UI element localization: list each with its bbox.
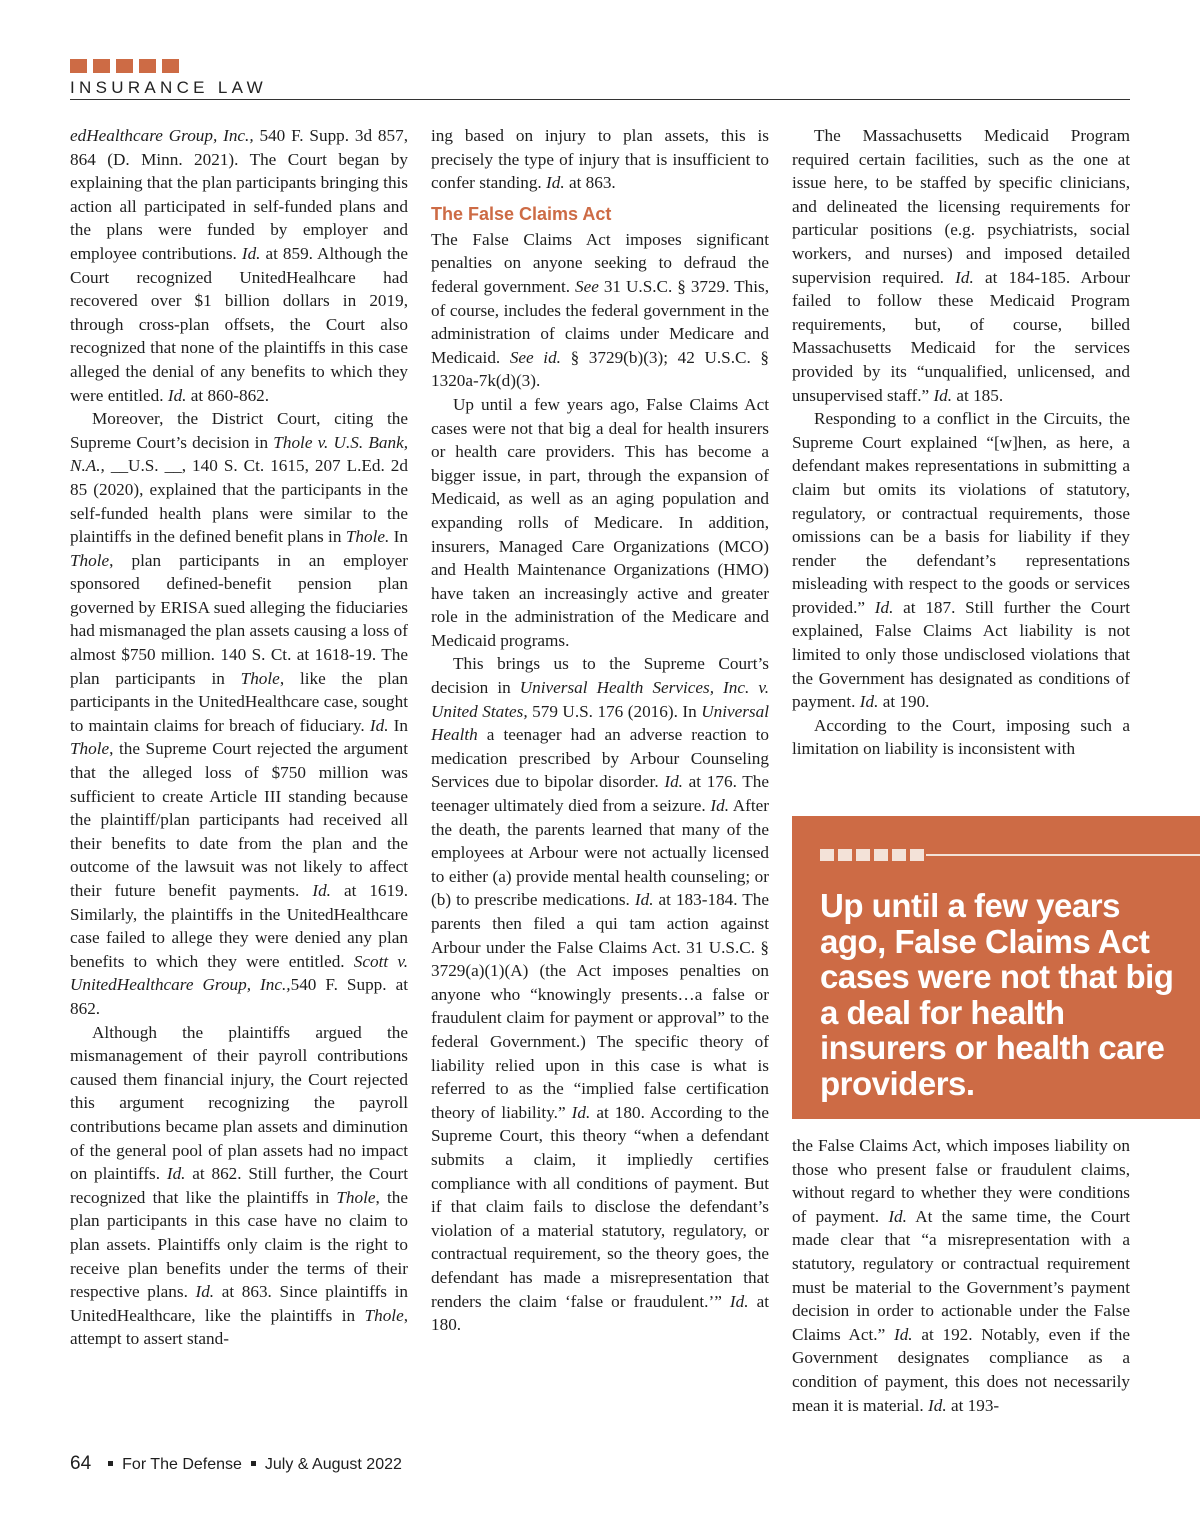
paragraph: ing based on injury to plan assets, this is precisely the type of injury that is insufficient to confer standing. Id. at 863. (431, 126, 769, 193)
paragraph: Up until a few years ago, False Claims Act cases were not that big a deal for health insurers or health care providers. This has become a bigger issue, in part, through the expansion of Medicaid, as well as an aging population and expanding rolls of Medicare. In addition, insurers, Managed Care Organizations (MCO) and Health Maintenance Organizations (HMO) have taken an increasingly active and greater role in the administration of the Medicare and Medicaid programs. (431, 394, 769, 650)
paragraph: The False Claims Act imposes significant penalties on anyone seeking to defraud the federal government. See 31 U.S.C. § 3729. This, of course, includes the federal government in the administration of claims under Medicare and Medicaid. See id. § 3729(b)(3); 42 U.S.C. § 1320a-7k(d)(3). (431, 229, 769, 391)
paragraph: This brings us to the Supreme Court’s decision in Universal Health Services, Inc. v. United States, 579 U.S. 176 (2016). In Universal Health a teenager had an adverse reaction to medication prescribed by Arbour Counseling Services due to bipolar disorder. Id. at 176. The teenager ultimately died from a seizure. Id. After the death, the parents learned that many of the employees at Arbour were not actually licensed to either (a) provide mental health counseling; or (b) to prescribe medications. Id. at 183-184. The parents then filed a qui tam action against Arbour under the False Claims Act. 31 U.S.C. § 3729(a)(1)(A) (the Act imposes penalties on anyone who “knowingly presents…a false or fraudulent claim for payment or approval” to the federal Government.) The specific theory of liability relied upon in this case is what is referred to as the “implied false certification theory of liability.” Id. at 180. According to the Supreme Court, this theory “when a defendant submits a claim, it impliedly certifies compliance with all conditions of payment. But if that claim fails to disclose the defendant’s violation of a material statutory, regulatory, or contractual requirement, so the theory goes, the defendant has made a misrepresentation that renders the claim ‘false or fraudulent.’” Id. at 180. (431, 654, 769, 1335)
page-number: 64 (70, 1453, 92, 1474)
pull-quote-rule (926, 854, 1200, 856)
pull-quote-square (910, 849, 924, 861)
pull-quote-square (874, 849, 888, 861)
paragraph: Responding to a conflict in the Circuits, the Supreme Court explained “[w]hen, as here, a defendant makes representations in submitting a claim but omits its violations of statutory, regulatory, or contractual requirements, those omissions can be a basis for liability if they render the defendant’s representations misleading with respect to the goods or services provided.” Id. at 187. Still further the Court explained, False Claims Act liability is not limited to only those undisclosed violations that the Government has designated as conditions of payment. Id. at 190. (792, 409, 1130, 712)
pull-quote (792, 816, 1200, 1119)
pull-quote-square (856, 849, 870, 861)
footer-bullet (108, 1461, 113, 1466)
header-square (162, 59, 179, 73)
column-3 (792, 124, 1130, 761)
column-3-continued (792, 1134, 1130, 1417)
header-square (116, 59, 133, 73)
column-2 (431, 124, 769, 1337)
pull-quote-square (892, 849, 906, 861)
footer-bullet (251, 1461, 256, 1466)
paragraph: According to the Court, imposing such a limitation on liability is inconsistent with (792, 715, 1130, 759)
pull-quote-square (838, 849, 852, 861)
paragraph: Moreover, the District Court, citing the Supreme Court’s decision in Thole v. U.S. Bank, N.A., __U.S. __, 140 S. Ct. 1615, 207 L.Ed. 2d 85 (2020), explained that the participants in the self-funded health plans were similar to the plaintiffs in the defined benefit plans in Thole. In Thole, plan participants in an employer sponsored defined-benefit pension plan governed by ERISA sued alleging the fiduciaries had mismanaged the plan assets causing a loss of almost $750 million. 140 S. Ct. at 1618-19. The plan participants in Thole, like the plan participants in the UnitedHealthcare case, sought to maintain claims for breach of fiduciary. Id. In Thole, the Supreme Court rejected the argument that the alleged loss of $750 million was sufficient to create Article III standing because the plaintiff/plan participants had received all their benefits to date from the plan and the outcome of the lawsuit was not likely to affect their future benefit payments. Id. at 1619. Similarly, the plaintiffs in the UnitedHealthcare case failed to allege they were denied any plan benefits to which they were entitled. Scott v. UnitedHealthcare Group, Inc.,540 F. Supp. at 862. (70, 409, 409, 1018)
header-square (139, 59, 156, 73)
section-label: INSURANCE LAW (70, 78, 267, 97)
header-squares (70, 59, 179, 73)
pull-quote-text: Up until a few years ago, False Claims Act cases were not that big a deal for health insurers or health care providers. (820, 887, 1174, 1102)
pull-quote-squares (820, 849, 924, 861)
paragraph: The Massachusetts Medicaid Program required certain facilities, such as the one at issue here, to be staffed by specific clinicians, and delineated the licensing requirements for particular positions (e.g. psychiatrists, social workers, and nurses) and imposed detailed supervision required. Id. at 184-185. Arbour failed to follow these Medicaid Program requirements, but, of course, billed Massachusetts Medicaid for the services provided by its “unqualified, unlicensed, and unsupervised staff.” Id. at 185. (792, 126, 1131, 405)
paragraph: the False Claims Act, which imposes liability on those who present false or fraudulent claims, without regard to whether they were conditions of payment. Id. At the same time, the Court made clear that “a misrepresentation with a statutory, regulatory or contractual requirement must be material to the Government’s payment decision in order to actionable under the False Claims Act.” Id. at 192. Notably, even if the Government designates compliance as a condition of payment, this does not necessarily mean it is material. Id. at 193- (792, 1136, 1130, 1415)
publication-name: For The Defense (122, 1456, 242, 1473)
header-rule (70, 99, 1130, 100)
section-heading: The False Claims Act (431, 203, 612, 224)
header-square (70, 59, 87, 73)
paragraph: edHealthcare Group, Inc., 540 F. Supp. 3d 857, 864 (D. Minn. 2021). The Court began by explaining that the plan participants bringing this action all participated in self-funded plans and the plans were funded by employer and employee contributions. Id. at 859. Although the Court recognized UnitedHealhcare had recovered over $1 billion dollars in 2019, through cross-plan offsets, the Court also recognized that none of the plaintiffs in this case alleged the denial of any benefits to which they were entitled. Id. at 860-862. (70, 126, 408, 405)
pull-quote-square (820, 849, 834, 861)
issue-date: July & August 2022 (264, 1456, 402, 1473)
column-1 (70, 124, 408, 1351)
page-footer (70, 1453, 402, 1475)
paragraph: Although the plaintiffs argued the mismanagement of their payroll contributions caused them financial injury, the Court rejected this argument recognizing the payroll contributions became plan assets and diminution of the general pool of plan assets had no impact on plaintiffs. Id. at 862. Still further, the Court recognized that like the plaintiffs in Thole, the plan participants in this case have no claim to plan assets. Plaintiffs only claim is the right to receive plan benefits under the terms of their respective plans. Id. at 863. Since plaintiffs in UnitedHealthcare, like the plaintiffs in Thole, attempt to assert stand- (70, 1022, 409, 1349)
header-square (93, 59, 110, 73)
